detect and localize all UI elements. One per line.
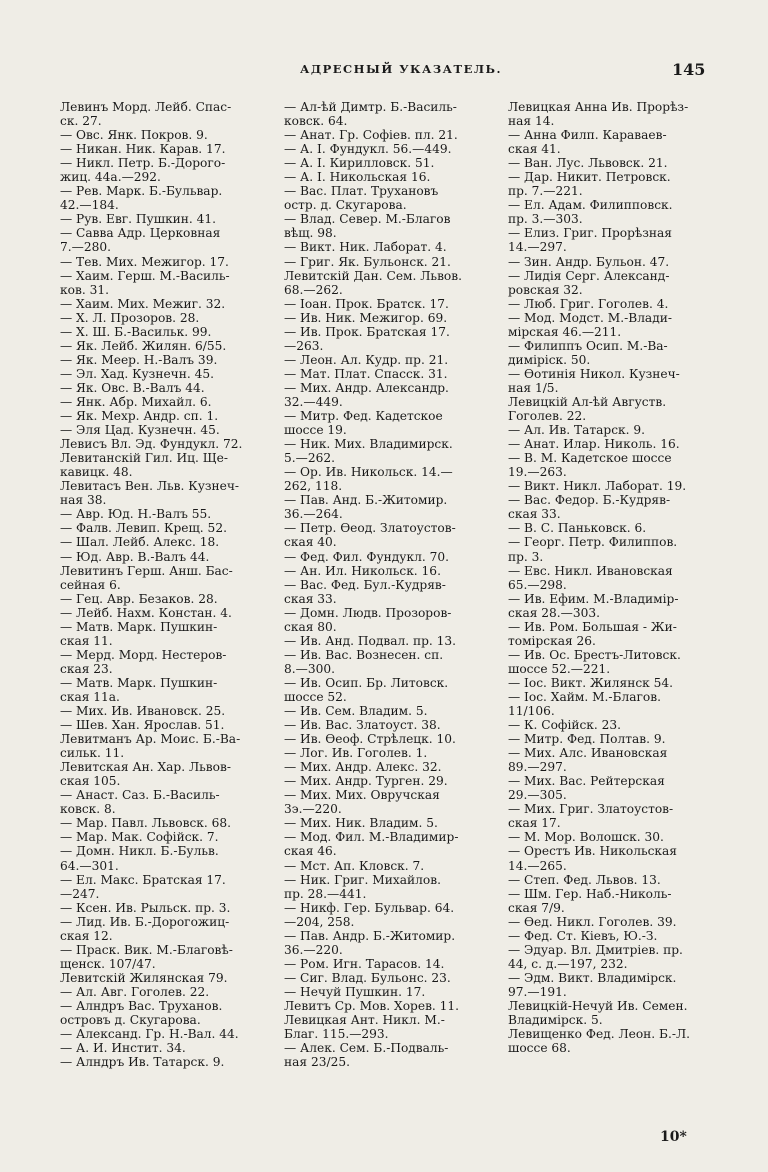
column-2 <box>284 100 484 1069</box>
entry-line: 68.—262. <box>284 282 343 297</box>
entry-line: сейная 6. <box>60 577 121 592</box>
entry-line: — Мод. Модст. М.-Влади- <box>508 310 672 325</box>
entry-line: ская 11а. <box>60 689 120 704</box>
entry-line: ская 7/9. <box>508 900 565 915</box>
entry-line: — Шм. Гер. Наб.-Николь- <box>508 886 672 901</box>
entry-line: Левитасъ Вен. Льв. Кузнеч- <box>60 479 240 494</box>
entry-line: — Савва Адр. Церковная <box>60 226 221 241</box>
entry-line: ная 38. <box>60 493 107 508</box>
entry-line: —263. <box>284 338 324 353</box>
entry-line: — Ал. Авг. Гоголев. 22. <box>60 984 210 999</box>
entry-line: — Никан. Ник. Карав. 17. <box>60 142 226 157</box>
entry-line: островъ д. Скугарова. <box>60 1013 201 1028</box>
entry-line: — Алндръ Вас. Труханов. <box>60 999 223 1013</box>
entry-line: — Мих. Андр. Александр. <box>284 380 449 395</box>
entry-line: Левитскій Жилянская 79. <box>60 970 228 985</box>
entry-line: ская 105. <box>60 774 121 789</box>
entry-line: шоссе 52.—221. <box>508 661 611 676</box>
entry-line: — Лог. Ив. Гоголев. 1. <box>284 746 428 761</box>
entry-line: — Домн. Никл. Б.-Бульв. <box>60 844 219 859</box>
entry-line: — Эдуар. Вл. Дмитріев. пр. <box>508 942 683 957</box>
page-header <box>0 60 768 84</box>
entry-line: — Григ. Як. Бульонск. 21. <box>284 254 451 269</box>
column-3 <box>508 100 708 1055</box>
entry-line: — Ник. Мих. Владимирск. <box>284 437 453 452</box>
entry-line: пр. 3.—303. <box>508 212 583 227</box>
entry-line: — В. М. Кадетское шоссе <box>508 451 672 466</box>
column-1 <box>60 100 260 1069</box>
entry-line: 5.—262. <box>284 451 335 466</box>
entry-line: — Як. Мехр. Андр. сп. 1. <box>60 409 219 424</box>
entry-line: — Лейб. Нахм. Констан. 4. <box>60 605 232 620</box>
entry-line: — Мод. Фил. М.-Владимир- <box>284 830 459 845</box>
entry-line: — Мих. Мих. Овручская <box>284 788 440 803</box>
entry-line: Левитскій Дан. Сем. Львов. <box>284 268 462 283</box>
entry-line: вѣщ. 98. <box>284 226 337 241</box>
entry-line: — Ел. Адам. Филипповск. <box>508 198 673 213</box>
entry-line: — Алек. Сем. Б.-Подваль- <box>284 1041 449 1056</box>
entry-line: — Мих. Ив. Ивановск. 25. <box>60 704 226 719</box>
entry-line: — Анат. Илар. Николь. 16. <box>508 437 680 452</box>
entry-line: — Ив. Анд. Подвал. пр. 13. <box>284 633 457 648</box>
entry-line: Благ. 115.—293. <box>284 1027 389 1042</box>
entry-line: жиц. 44а.—292. <box>60 170 161 185</box>
entry-line: Левитская Ан. Хар. Львов- <box>60 760 231 775</box>
entry-line: — Ив. Ром. Большая - Жи- <box>508 619 677 634</box>
entry-line: 89.—297. <box>508 760 567 775</box>
entry-line: — Іоан. Прок. Братск. 17. <box>284 296 449 311</box>
entry-line: томірская 26. <box>508 633 596 648</box>
entry-line: Левищенко Фед. Леон. Б.-Л. <box>508 1027 691 1042</box>
entry-line: — Ал-ѣй Димтр. Б.-Василь- <box>284 100 457 114</box>
entry-line: — Мат. Плат. Спасск. 31. <box>284 366 448 381</box>
entry-line: — Хаим. Герш. М.-Василь- <box>60 268 230 283</box>
entry-line: — А. И. Инстит. 34. <box>60 1041 186 1056</box>
entry-line: — Ник. Григ. Михайлов. <box>284 872 441 887</box>
entry-line: — Эл. Хад. Кузнечн. 45. <box>60 366 214 381</box>
entry-line: — Пав. Андр. Б.-Житомир. <box>284 928 456 943</box>
entry-line: — Ив. Осип. Бр. Литовск. <box>284 675 449 690</box>
entry-line: ская 11. <box>60 633 113 648</box>
entry-line: Левитанскій Гил. Иц. Ще- <box>60 451 228 466</box>
entry-line: — Вас. Федор. Б.-Кудряв- <box>508 493 671 508</box>
entry-line: Левинъ Морд. Лейб. Спас- <box>60 100 232 114</box>
entry-line: — Лидія Серг. Александ- <box>508 268 670 283</box>
entry-line: — Янк. Абр. Михайл. 6. <box>60 394 212 409</box>
entry-line: — Петр. Ѳеод. Златоустов- <box>284 521 456 536</box>
running-title: АДРЕСНЫЙ УКАЗАТЕЛЬ. <box>300 62 503 76</box>
entry-line: Левитманъ Ар. Моис. Б.-Ва- <box>60 732 241 747</box>
entry-line: — Ел. Макс. Братская 17. <box>60 872 226 887</box>
entry-line: — Пав. Анд. Б.-Житомир. <box>284 493 448 508</box>
entry-line: — Елиз. Григ. Прорѣзная <box>508 226 672 241</box>
entry-line: — Домн. Людв. Прозоров- <box>284 605 452 620</box>
entry-line: — Як. Овс. В.-Валъ 44. <box>60 380 205 395</box>
entry-line: кавицк. 48. <box>60 465 133 480</box>
entry-line: ская 41. <box>508 142 561 157</box>
entry-line: — Митр. Фед. Полтав. 9. <box>508 732 666 747</box>
entry-line: — Ал. Ив. Татарск. 9. <box>508 423 646 438</box>
entry-line: Левицкій-Нечуй Ив. Семен. <box>508 999 688 1013</box>
entry-line: — Ив. Вас. Вознесен. сп. <box>284 647 444 662</box>
entry-line: — Лид. Ив. Б.-Дорогожиц- <box>60 914 230 929</box>
entry-line: Гоголев. 22. <box>508 409 587 424</box>
entry-line: Левицкій Ал-ѣй Августв. <box>508 394 667 409</box>
entry-line: ская 23. <box>60 661 113 676</box>
entry-line: — Фед. Фил. Фундукл. 70. <box>284 549 449 564</box>
entry-line: 8.—300. <box>284 661 335 676</box>
entry-line: — Орестъ Ив. Никольская <box>508 844 677 859</box>
entry-line: — Люб. Григ. Гоголев. 4. <box>508 296 669 311</box>
entry-line: 64.—301. <box>60 858 119 873</box>
entry-line: — Як. Лейб. Жилян. 6/55. <box>60 338 227 353</box>
entry-line: — Ван. Лус. Львовск. 21. <box>508 156 668 171</box>
entry-line: пр. 7.—221. <box>508 184 583 199</box>
entry-line: — Матв. Марк. Пушкин- <box>60 675 218 690</box>
entry-line: ная 23/25. <box>284 1055 350 1070</box>
entry-line: — Ив. Ефим. М.-Владимір- <box>508 591 679 606</box>
entry-line: — Ан. Ил. Никольск. 16. <box>284 563 441 578</box>
entry-line: 42.—184. <box>60 198 119 213</box>
entry-line: — Анат. Гр. Софіев. пл. 21. <box>284 128 458 143</box>
page-number: 145 <box>672 60 706 79</box>
entry-line: — Ѳотинія Никол. Кузнеч- <box>508 366 680 381</box>
entry-line: — Рув. Евг. Пушкин. 41. <box>60 212 217 227</box>
entry-line: — Эля Цад. Кузнечн. 45. <box>60 423 220 438</box>
entry-line: — Викт. Ник. Лаборат. 4. <box>284 240 447 255</box>
entry-line: — Ив. Вас. Златоуст. 38. <box>284 718 441 733</box>
entry-line: — Зин. Андр. Бульон. 47. <box>508 254 670 269</box>
entry-line: 19.—263. <box>508 465 567 480</box>
entry-line: — Степ. Фед. Львов. 13. <box>508 872 661 887</box>
entry-line: — Матв. Марк. Пушкин- <box>60 619 218 634</box>
entry-line: — Х. Ш. Б.-Васильк. 99. <box>60 324 212 339</box>
entry-line: шоссе 68. <box>508 1041 571 1056</box>
entry-line: —247. <box>60 886 100 901</box>
entry-line: — Эдм. Викт. Владимірск. <box>508 970 677 985</box>
entry-line: — Ром. Игн. Тарасов. 14. <box>284 956 445 971</box>
entry-line: — Ксен. Ив. Рыльск. пр. 3. <box>60 900 231 915</box>
entry-line: ровская 32. <box>508 282 583 297</box>
entry-line: Левицкая Ант. Никл. М.- <box>284 1013 445 1028</box>
entry-line: — Ив. Сем. Владим. 5. <box>284 704 428 719</box>
entry-line: — Як. Меер. Н.-Валъ 39. <box>60 352 218 367</box>
entry-line: Левисъ Вл. Эд. Фундукл. 72. <box>60 437 243 452</box>
entry-line: 36.—220. <box>284 942 343 957</box>
entry-line: 7.—280. <box>60 240 111 255</box>
entry-line: — Авр. Юд. Н.-Валъ 55. <box>60 507 212 522</box>
signature-mark: 10* <box>660 1129 687 1145</box>
entry-line: — Мерд. Морд. Нестеров- <box>60 647 227 662</box>
entry-line: диміріск. 50. <box>508 352 591 367</box>
entry-line: — Іос. Викт. Жилянск 54. <box>508 675 674 690</box>
entry-line: 32.—449. <box>284 394 343 409</box>
entry-line: ская 28.—303. <box>508 605 600 620</box>
entry-line: 36.—264. <box>284 507 343 522</box>
entry-line: — Леон. Ал. Кудр. пр. 21. <box>284 352 449 367</box>
entry-line: ная 14. <box>508 114 555 129</box>
entry-line: — Мих. Ник. Владим. 5. <box>284 816 438 831</box>
entry-line: — Рев. Марк. Б.-Бульвар. <box>60 184 223 199</box>
entry-line: — А. І. Кирилловск. 51. <box>284 156 435 171</box>
entry-line: ская 12. <box>60 928 113 943</box>
entry-line: ковск. 8. <box>60 802 116 817</box>
entry-line: ская 46. <box>284 844 337 859</box>
entry-line: — В. С. Паньковск. 6. <box>508 521 647 536</box>
entry-line: мірская 46.—211. <box>508 324 622 339</box>
entry-line: — Нечуй Пушкин. 17. <box>284 984 426 999</box>
entry-line: — Филиппъ Осип. М.-Ва- <box>508 338 668 353</box>
entry-line: — Шал. Лейб. Алекс. 18. <box>60 535 220 550</box>
entry-line: — Фалв. Левип. Крещ. 52. <box>60 521 227 536</box>
entry-line: — Сиг. Влад. Бульонс. 23. <box>284 970 451 985</box>
entry-line: Левицкая Анна Ив. Прорѣз- <box>508 100 689 114</box>
entry-line: — Мих. Андр. Алекс. 32. <box>284 760 442 775</box>
entry-line: 11/106. <box>508 704 555 719</box>
entry-line: — Вас. Фед. Бул.-Кудряв- <box>284 577 446 592</box>
entry-line: — Ив. Ник. Межигор. 69. <box>284 310 448 325</box>
entry-line: ков. 31. <box>60 282 109 297</box>
entry-line: — А. І. Никольская 16. <box>284 170 431 185</box>
entry-line: — Евс. Никл. Ивановская <box>508 563 673 578</box>
entry-line: — Ѳед. Никл. Гоголев. 39. <box>508 914 677 929</box>
entry-line: — Анна Филп. Караваев- <box>508 128 667 143</box>
entry-line: — Іос. Хайм. М.-Благов. <box>508 689 661 704</box>
entry-line: ская 33. <box>284 591 337 606</box>
entry-line: — Анаст. Саз. Б.-Василь- <box>60 788 220 803</box>
entry-line: — Юд. Авр. В.-Валъ 44. <box>60 549 210 564</box>
entry-line: — Никл. Петр. Б.-Дорого- <box>60 156 226 171</box>
entry-line: — Фед. Ст. Кіевъ, Ю.-З. <box>508 928 658 943</box>
entry-line: ская 33. <box>508 507 561 522</box>
entry-line: — Александ. Гр. Н.-Вал. 44. <box>60 1027 239 1042</box>
entry-line: — Мих. Алс. Ивановская <box>508 746 668 761</box>
entry-line: —204, 258. <box>284 914 355 929</box>
entry-line: — М. Мор. Волошск. 30. <box>508 830 664 845</box>
entry-line: — Мар. Павл. Львовск. 68. <box>60 816 232 831</box>
entry-line: Левитъ Ср. Мов. Хорев. 11. <box>284 999 460 1013</box>
entry-line: — А. І. Фундукл. 56.—449. <box>284 142 452 157</box>
entry-line: — Мих. Вас. Рейтерская <box>508 774 665 789</box>
entry-line: — Мст. Ап. Кловск. 7. <box>284 858 425 873</box>
entry-line: 3э.—220. <box>284 802 342 817</box>
entry-line: ская 17. <box>508 816 561 831</box>
entry-line: — Тев. Мих. Межигор. 17. <box>60 254 229 269</box>
entry-line: — Шев. Хан. Ярослав. 51. <box>60 718 225 733</box>
entry-line: щенск. 107/47. <box>60 956 156 971</box>
entry-line: шоссе 52. <box>284 689 347 704</box>
entry-line: — Ор. Ив. Никольск. 14.— <box>284 465 453 480</box>
entry-line: остр. д. Скугарова. <box>284 198 407 213</box>
entry-line: 14.—297. <box>508 240 567 255</box>
entry-line: ская 40. <box>284 535 337 550</box>
entry-line: — Алндръ Ив. Татарск. 9. <box>60 1055 225 1070</box>
entry-line: — Вас. Плат. Трухановъ <box>284 184 439 199</box>
entry-line: Левитинъ Герш. Анш. Бас- <box>60 563 233 578</box>
entry-line: — Ив. Ос. Брестъ-Литовск. <box>508 647 681 662</box>
entry-line: 44, с. д.—197, 232. <box>508 956 628 971</box>
entry-line: — Мар. Мак. Софійск. 7. <box>60 830 219 845</box>
entry-line: пр. 3. <box>508 549 544 564</box>
entry-line: — Мих. Григ. Златоустов- <box>508 802 674 817</box>
entry-line: ковск. 64. <box>284 114 348 129</box>
entry-line: 65.—298. <box>508 577 567 592</box>
entry-line: — Гец. Авр. Безаков. 28. <box>60 591 218 606</box>
entry-line: пр. 28.—441. <box>284 886 367 901</box>
entry-line: — Овс. Янк. Покров. 9. <box>60 128 208 143</box>
entry-line: — К. Софійск. 23. <box>508 718 622 733</box>
entry-line: — Дар. Никит. Петровск. <box>508 170 671 185</box>
entry-line: — Праск. Вик. М.-Благовѣ- <box>60 942 233 957</box>
entry-line: — Митр. Фед. Кадетское <box>284 409 443 424</box>
entry-line: — Георг. Петр. Филиппов. <box>508 535 678 550</box>
entry-line: — Викт. Никл. Лаборат. 19. <box>508 479 687 494</box>
entry-line: ск. 27. <box>60 114 102 129</box>
entry-line: 97.—191. <box>508 984 567 999</box>
entry-line: — Никф. Гер. Бульвар. 64. <box>284 900 455 915</box>
entry-line: — Влад. Север. М.-Благов <box>284 212 451 227</box>
entry-line: 29.—305. <box>508 788 567 803</box>
entry-line: — Ив. Прок. Братская 17. <box>284 324 450 339</box>
entry-line: — Мих. Андр. Турген. 29. <box>284 774 448 789</box>
entry-line: шоссе 19. <box>284 423 347 438</box>
entry-line: Владимірск. 5. <box>508 1013 603 1028</box>
entry-line: — Ив. Ѳеоф. Стрѣлецк. 10. <box>284 732 456 747</box>
entry-line: ская 80. <box>284 619 337 634</box>
entry-line: сильк. 11. <box>60 746 125 761</box>
entry-line: — Х. Л. Прозоров. 28. <box>60 310 200 325</box>
entry-line: — Хаим. Мих. Межиг. 32. <box>60 296 226 311</box>
entry-line: ная 1/5. <box>508 380 559 395</box>
entry-line: 262, 118. <box>284 479 343 494</box>
entry-line: 14.—265. <box>508 858 567 873</box>
